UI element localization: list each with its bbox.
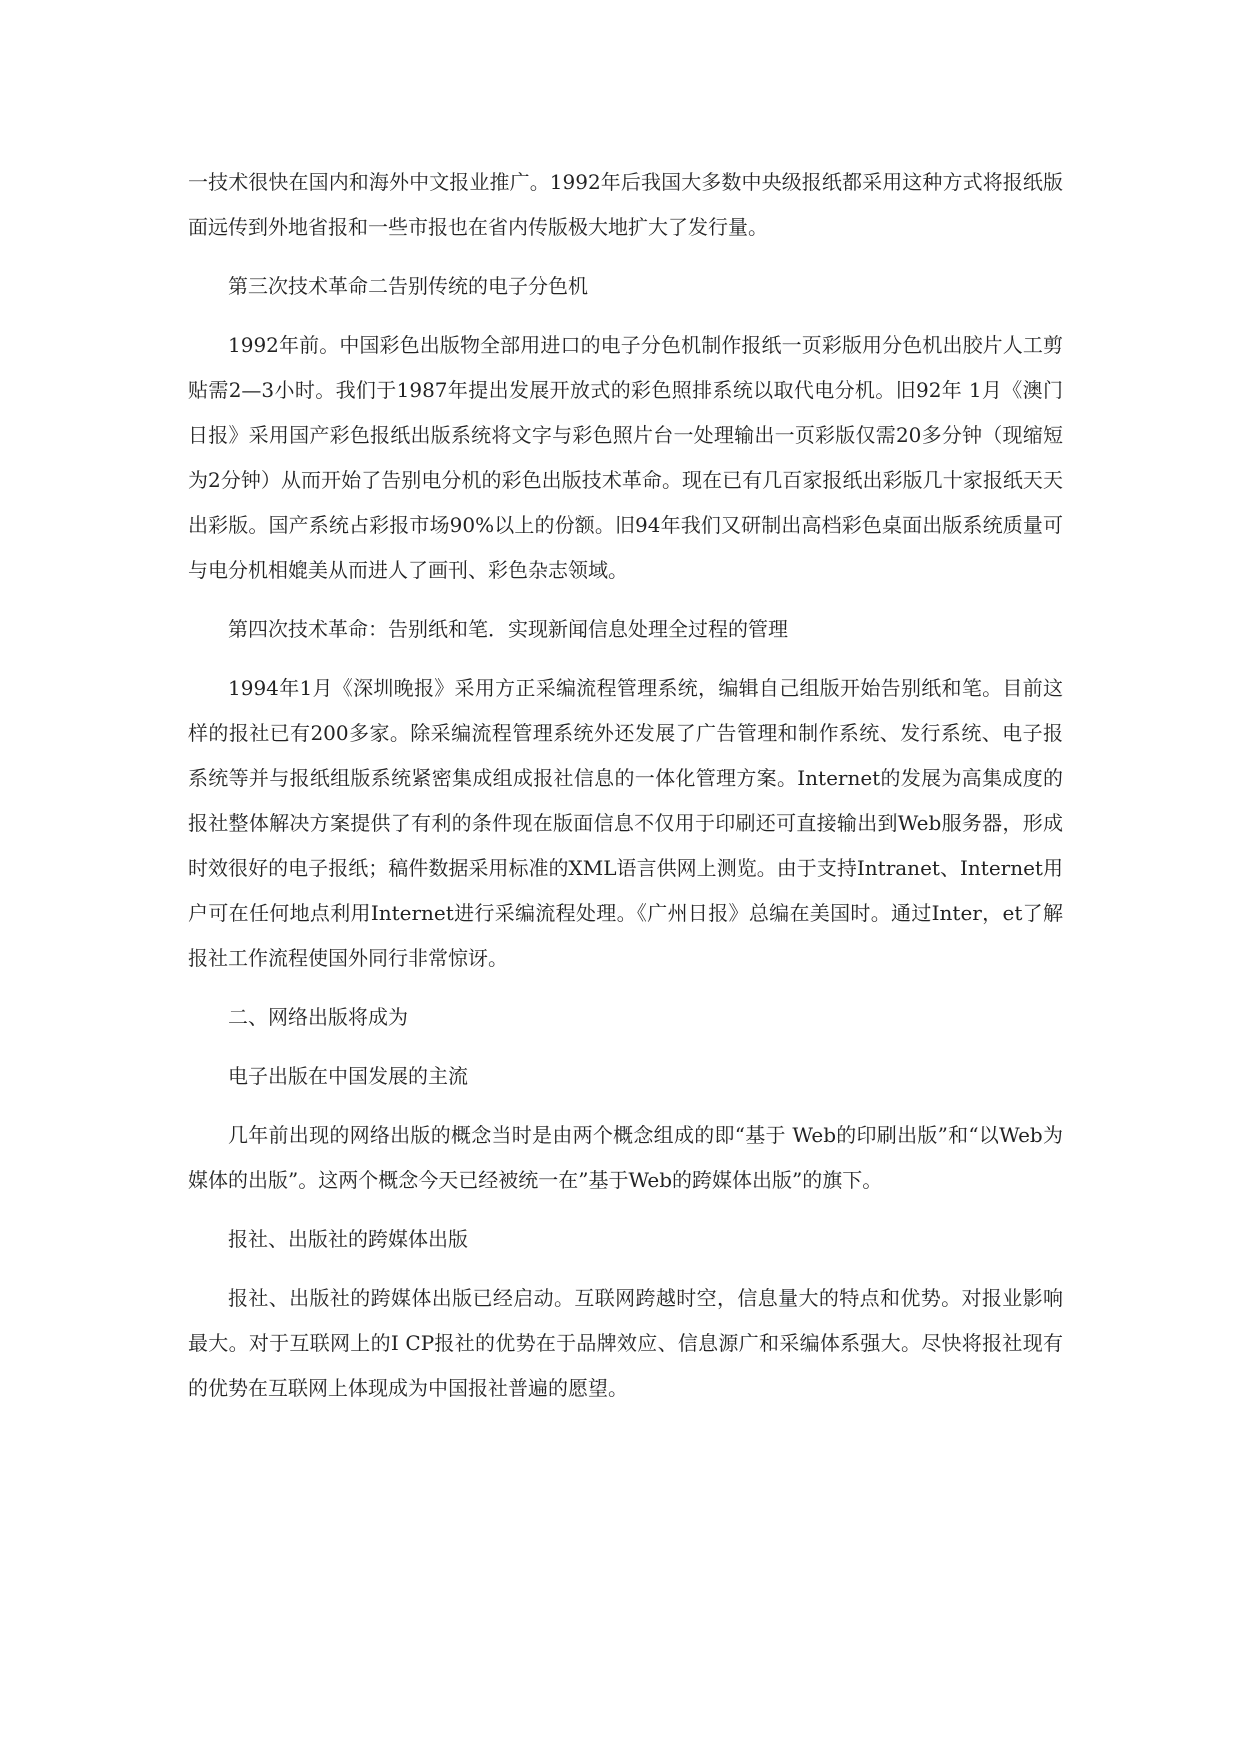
section-heading-fourth-revolution: 第四次技术革命：告别纸和笔．实现新闻信息处理全过程的管理 bbox=[228, 617, 788, 641]
paragraph-workflow-management: 1994年1月《深圳晚报》采用方正采编流程管理系统，编辑自己组版开始告别纸和笔。目前这样的报社已有200多家。除采编流程管理系统外还发展了广告管理和制作系统、发行系统、电子报系统等并与报纸组版系统紧密集成组成报社信息的一体化管理方案。Internet的发展为高集成度的报社整体解决方案提供了有利的条件现在版面信息不仅用于印刷还可直接输出到Web服务器，形成时效很好的电子报纸；稿件数据采用标准的XML语言供网上测览。由于支持Intranet、Internet用户可在任何地点利用Internet进行采编流程处理。《广州日报》总编在美国时。通过Inter，et了解报社工作流程使国外同行非常惊讶。 bbox=[188, 676, 1063, 970]
paragraph-color-publishing: 1992年前。中国彩色出版物全部用进口的电子分色机制作报纸一页彩版用分色机出胶片人工剪贴需2—3小时。我们于1987年提出发展开放式的彩色照排系统以取代电分机。旧92年 1月《澳门日报》采用国产彩色报纸出版系统将文字与彩色照片台一处理输出一页彩版仅需20多分钟（现缩短为2分钟）从而开始了告别电分机的彩色出版技术革命。现在已有几百家报纸出彩版几十家报纸天天出彩版。国产系统占彩报市场90%以上的份额。旧94年我们又研制出高档彩色桌面出版系统质量可与电分机相媲美从而进人了画刊、彩色杂志领域。 bbox=[188, 333, 1063, 582]
document-body bbox=[188, 160, 1063, 1425]
paragraph-network-concepts: 几年前出现的网络出版的概念当时是由两个概念组成的即“基于 Web的印刷出版”和“以Web为媒体的出版”。这两个概念今天已经被统一在”基于Web的跨媒体出版”的旗下。 bbox=[188, 1123, 1063, 1192]
paragraph-continuation: 一技术很快在国内和海外中文报业推广。1992年后我国大多数中央级报纸都采用这种方式将报纸版面远传到外地省报和一些市报也在省内传版极大地扩大了发行量。 bbox=[188, 170, 1063, 239]
section-heading-cross-media: 报社、出版社的跨媒体出版 bbox=[228, 1227, 468, 1251]
section-subheading-mainstream: 电子出版在中国发展的主流 bbox=[228, 1064, 468, 1088]
paragraph-cross-media: 报社、出版社的跨媒体出版已经启动。互联网跨越时空，信息量大的特点和优势。对报业影响最大。对于互联网上的I CP报社的优势在于品牌效应、信息源广和采编体系强大。尽快将报社现有的优势在互联网上体现成为中国报社普遍的愿望。 bbox=[188, 1286, 1063, 1400]
section-heading-network-publishing: 二、网络出版将成为 bbox=[228, 1005, 408, 1029]
section-heading-third-revolution: 第三次技术革命二告别传统的电子分色机 bbox=[228, 274, 588, 298]
